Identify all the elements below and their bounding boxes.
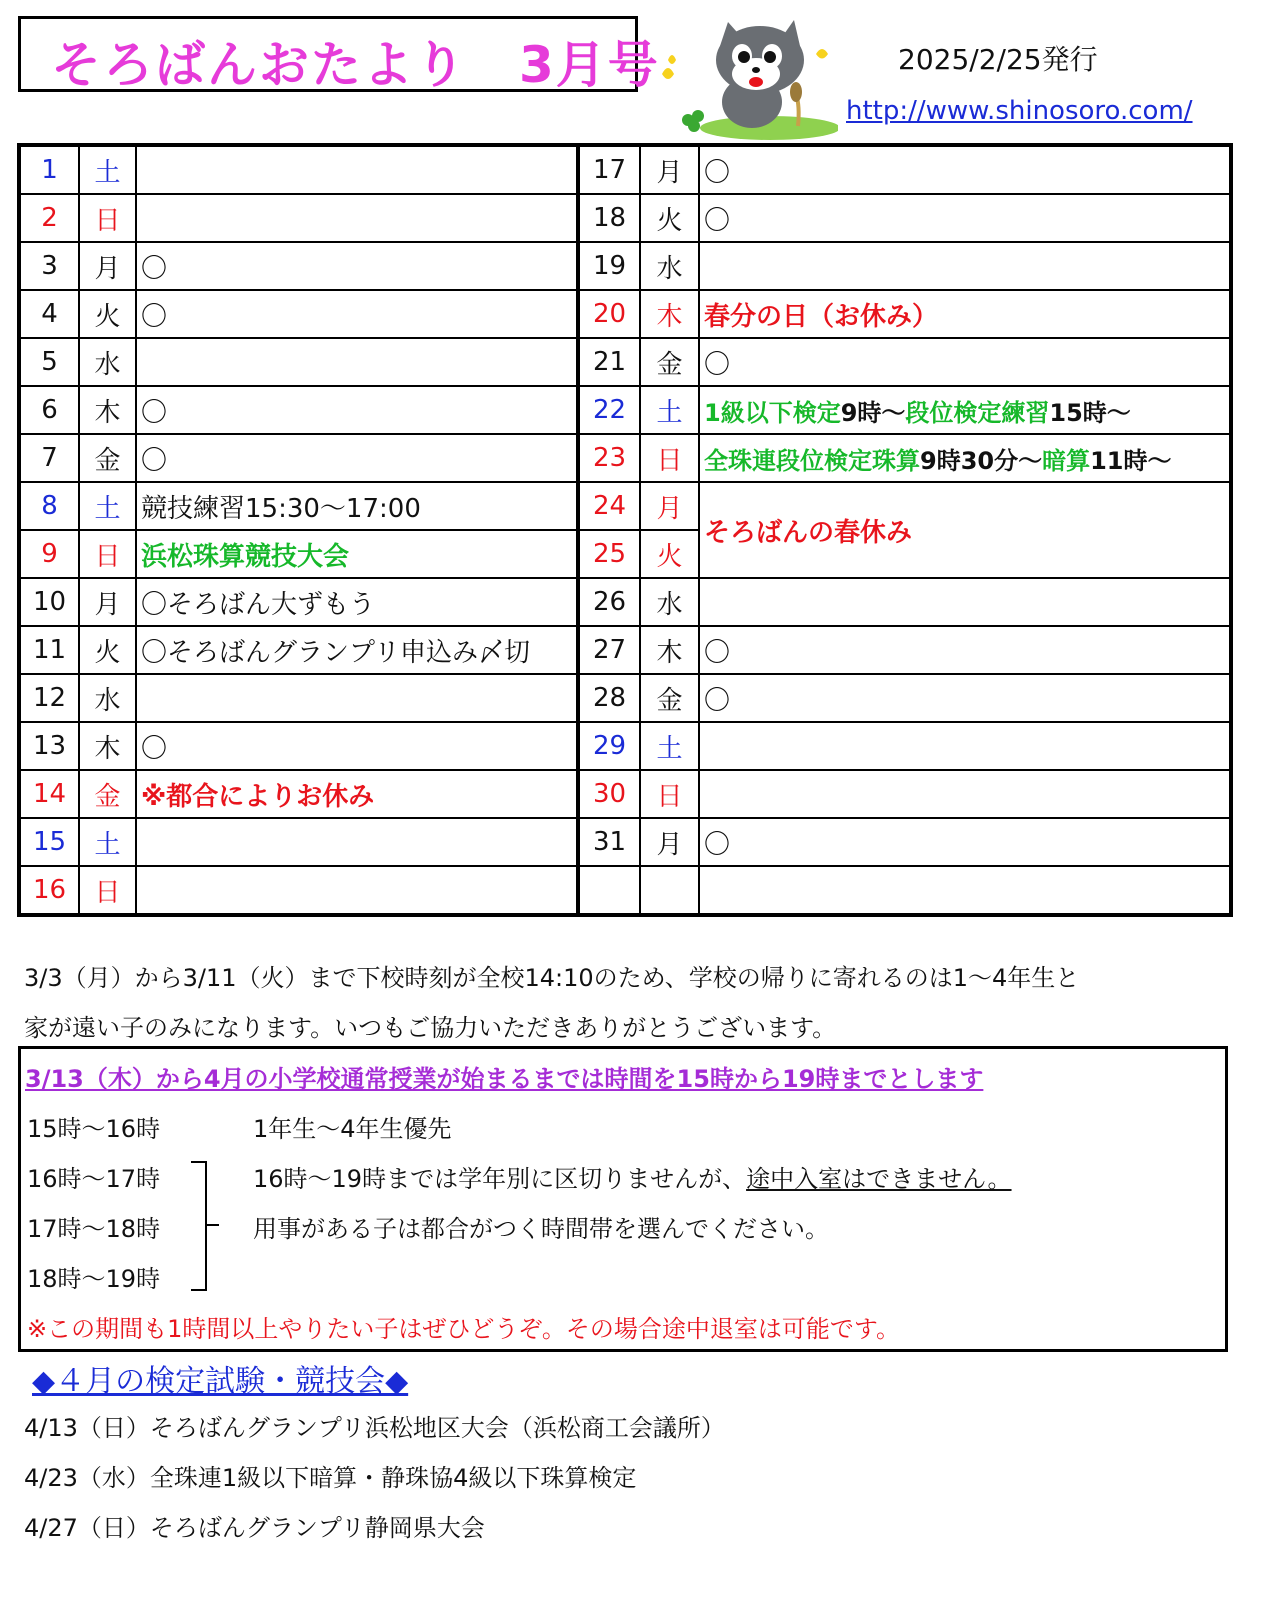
calendar-row	[19, 194, 1231, 242]
day-note: 〇	[136, 242, 578, 290]
time-bracket	[191, 1161, 207, 1291]
weekday: 月	[640, 818, 699, 866]
day-note	[136, 818, 578, 866]
day-number: 16	[19, 866, 79, 915]
day-note: 〇	[699, 145, 1231, 194]
day-note: 〇	[699, 338, 1231, 386]
weekday: 水	[79, 338, 136, 386]
weekday: 月	[640, 482, 699, 530]
weekday: 日	[640, 434, 699, 482]
slot-choose-text: 用事がある子は都合がつく時間帯を選んでください。	[253, 1215, 829, 1243]
day-number: 15	[19, 818, 79, 866]
day-note: 〇	[699, 674, 1231, 722]
april-event-3: 4/27（日）そろばんグランプリ静岡県大会	[24, 1514, 485, 1542]
day-number: 12	[19, 674, 79, 722]
april-event-1: 4/13（日）そろばんグランプリ浜松地区大会（浜松商工会議所）	[24, 1414, 725, 1442]
issue-date: 2025/2/25発行	[898, 43, 1098, 76]
day-note: 〇	[136, 386, 578, 434]
newsletter-title: そろばんおたより 3月号	[51, 36, 660, 94]
weekday: 火	[79, 626, 136, 674]
day-note: 〇そろばんグランプリ申込み〆切	[136, 626, 578, 674]
day-number: 31	[578, 818, 640, 866]
day-number: 8	[19, 482, 79, 530]
day-number: 18	[578, 194, 640, 242]
day-note: 〇	[699, 818, 1231, 866]
calendar-row	[19, 434, 1231, 482]
slot-time-17-18: 17時～18時	[27, 1215, 161, 1243]
day-note: そろばんの春休み	[699, 482, 1231, 578]
weekday: 火	[640, 194, 699, 242]
day-number: 2	[19, 194, 79, 242]
day-note-part: 全珠連段位検定珠算	[704, 446, 920, 475]
calendar-row	[19, 722, 1231, 770]
day-note	[699, 434, 1231, 482]
day-note: 〇	[699, 626, 1231, 674]
day-number: 9	[19, 530, 79, 578]
weekday: 金	[640, 338, 699, 386]
slot-desc-16-19-text: 16時～19時までは学年別に区切りませんが、	[253, 1165, 747, 1193]
day-note: 浜松珠算競技大会	[136, 530, 578, 578]
day-number	[578, 866, 640, 915]
day-number: 29	[578, 722, 640, 770]
weekday: 火	[640, 530, 699, 578]
weekday	[640, 866, 699, 915]
schedule-heading: 3/13（木）から4月の小学校通常授業が始まるまでは時間を15時から19時までとします	[25, 1065, 984, 1093]
day-note-part: 段位検定練習	[905, 398, 1050, 427]
day-number: 4	[19, 290, 79, 338]
april-events-title: ◆４月の検定試験・競技会◆	[32, 1364, 409, 1399]
day-note-part: 1級以下検定	[704, 398, 841, 427]
day-note	[699, 242, 1231, 290]
day-number: 17	[578, 145, 640, 194]
day-number: 21	[578, 338, 640, 386]
slot-desc-16-19	[253, 1159, 1012, 1194]
weekday: 火	[79, 290, 136, 338]
day-note: 〇	[136, 434, 578, 482]
day-number: 20	[578, 290, 640, 338]
weekday: 日	[79, 530, 136, 578]
weekday: 水	[640, 578, 699, 626]
day-note	[136, 338, 578, 386]
calendar-row	[19, 482, 1231, 530]
notice-line-1: 3/3（月）から3/11（火）まで下校時刻が全校14:10のため、学校の帰りに寄れるのは1～4年生と	[24, 964, 1080, 992]
calendar-row	[19, 386, 1231, 434]
spring-schedule-box	[18, 1046, 1228, 1352]
day-number: 19	[578, 242, 640, 290]
day-number: 3	[19, 242, 79, 290]
day-number: 5	[19, 338, 79, 386]
weekday: 金	[79, 770, 136, 818]
weekday: 月	[79, 578, 136, 626]
calendar-row	[19, 866, 1231, 915]
slot-desc-15-16: 1年生～4年生優先	[253, 1115, 452, 1143]
calendar-row	[19, 626, 1231, 674]
weekday: 土	[79, 145, 136, 194]
day-note-part: 15時～	[1049, 398, 1131, 427]
weekday: 木	[640, 626, 699, 674]
weekday: 木	[79, 722, 136, 770]
day-number: 6	[19, 386, 79, 434]
notice-line-2: 家が遠い子のみになります。いつもご協力いただきありがとうございます。	[24, 1014, 837, 1042]
day-number: 23	[578, 434, 640, 482]
day-number: 10	[19, 578, 79, 626]
no-late-entry-text: 途中入室はできません。	[746, 1165, 1012, 1193]
weekday: 日	[79, 866, 136, 915]
march-calendar-table	[17, 143, 1233, 917]
time-bracket-tick	[207, 1224, 219, 1226]
weekday: 水	[640, 242, 699, 290]
day-number: 7	[19, 434, 79, 482]
slot-time-15-16: 15時～16時	[27, 1115, 161, 1143]
day-note-part: 暗算	[1042, 446, 1091, 475]
day-number: 28	[578, 674, 640, 722]
day-number: 1	[19, 145, 79, 194]
day-number: 22	[578, 386, 640, 434]
day-number: 13	[19, 722, 79, 770]
day-note: ※都合によりお休み	[136, 770, 578, 818]
day-note: 春分の日（お休み）	[699, 290, 1231, 338]
day-note	[136, 145, 578, 194]
weekday: 日	[640, 770, 699, 818]
day-number: 30	[578, 770, 640, 818]
day-number: 11	[19, 626, 79, 674]
weekday: 水	[79, 674, 136, 722]
weekday: 木	[640, 290, 699, 338]
day-note-part: 9時30分～	[920, 446, 1043, 475]
day-number: 24	[578, 482, 640, 530]
weekday: 月	[640, 145, 699, 194]
weekday: 土	[79, 818, 136, 866]
day-note	[136, 194, 578, 242]
day-note	[699, 722, 1231, 770]
weekday: 木	[79, 386, 136, 434]
calendar-row	[19, 770, 1231, 818]
weekday: 金	[79, 434, 136, 482]
weekday: 月	[79, 242, 136, 290]
day-note: 競技練習15:30～17:00	[136, 482, 578, 530]
slot-time-18-19: 18時～19時	[27, 1265, 161, 1293]
title-box	[18, 16, 660, 94]
day-note: 〇	[136, 290, 578, 338]
cat-mascot-illustration	[648, 16, 838, 140]
schedule-note: ※この期間も1時間以上やりたい子はぜひどうぞ。その場合途中退室は可能です。	[27, 1315, 900, 1343]
day-note	[136, 674, 578, 722]
calendar-row	[19, 818, 1231, 866]
day-note	[136, 866, 578, 915]
april-event-2: 4/23（水）全珠連1級以下暗算・静珠協4級以下珠算検定	[24, 1464, 637, 1492]
weekday: 土	[79, 482, 136, 530]
day-note: 〇	[699, 194, 1231, 242]
day-note: 〇	[136, 722, 578, 770]
day-note-part: 9時～	[840, 398, 906, 427]
day-number: 14	[19, 770, 79, 818]
slot-time-16-17: 16時～17時	[27, 1165, 161, 1193]
calendar-row	[19, 338, 1231, 386]
calendar-row	[19, 290, 1231, 338]
calendar-row	[19, 145, 1231, 194]
day-note-part: 11時～	[1090, 446, 1172, 475]
weekday: 日	[79, 194, 136, 242]
day-note: 〇そろばん大ずもう	[136, 578, 578, 626]
day-number: 27	[578, 626, 640, 674]
day-note	[699, 386, 1231, 434]
day-note	[699, 866, 1231, 915]
weekday: 土	[640, 722, 699, 770]
day-note	[699, 578, 1231, 626]
weekday: 金	[640, 674, 699, 722]
website-link[interactable]: http://www.shinosoro.com/	[846, 96, 1193, 126]
calendar-row	[19, 674, 1231, 722]
calendar-row	[19, 242, 1231, 290]
weekday: 土	[640, 386, 699, 434]
day-number: 26	[578, 578, 640, 626]
day-note	[699, 770, 1231, 818]
calendar-row	[19, 578, 1231, 626]
day-number: 25	[578, 530, 640, 578]
